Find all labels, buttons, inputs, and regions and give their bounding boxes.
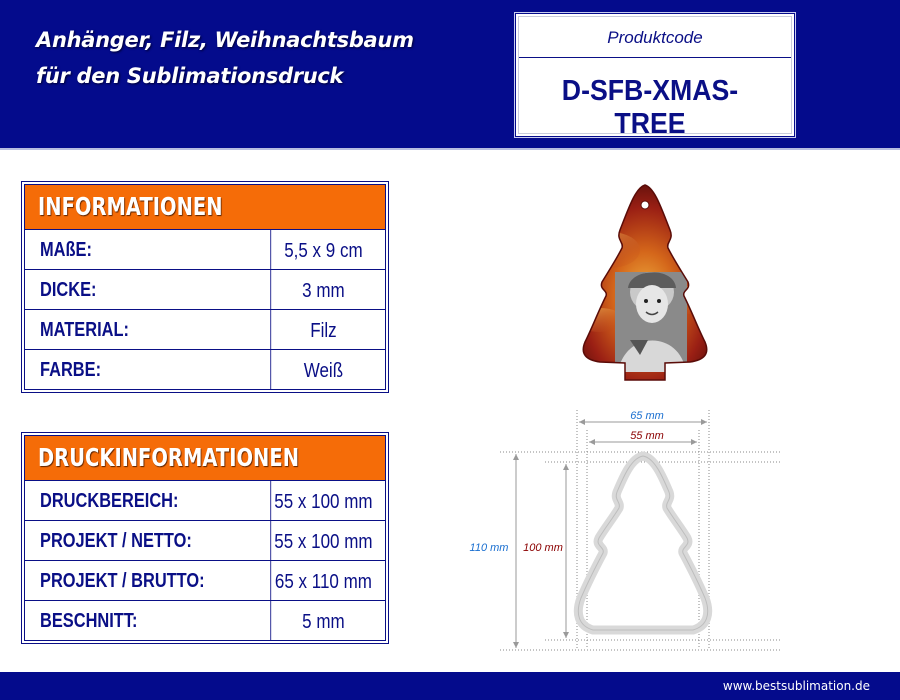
- print-info-table: [21, 432, 389, 644]
- table-row: [25, 521, 385, 561]
- row-value: 55 x 100 mm: [270, 481, 375, 520]
- row-value: Filz: [270, 310, 375, 349]
- table-row: [25, 481, 385, 521]
- product-code-label: Produktcode: [519, 17, 791, 58]
- website-link[interactable]: www.bestsublimation.de: [722, 679, 870, 693]
- product-title-line1: Anhänger, Filz, Weihnachtsbaum: [36, 28, 414, 52]
- row-value: 65 x 110 mm: [270, 561, 375, 600]
- row-value: 5 mm: [270, 601, 375, 640]
- inner-height-label: 100 mm: [523, 542, 563, 554]
- product-title-line2: für den Sublimationsdruck: [36, 64, 344, 88]
- table-row: [25, 601, 385, 640]
- print-table-title: DRUCKINFORMATIONEN: [38, 443, 300, 472]
- table-row: [25, 350, 385, 389]
- info-table-title: INFORMATIONEN: [38, 192, 223, 221]
- product-code-box: [518, 16, 792, 140]
- row-label: DICKE:: [40, 279, 97, 301]
- table-row: [25, 561, 385, 601]
- outer-width-label: 65 mm: [630, 410, 664, 422]
- row-label: BESCHNITT:: [40, 610, 138, 632]
- dimension-diagram: [455, 400, 795, 660]
- row-label: DRUCKBEREICH:: [40, 490, 179, 512]
- row-value: 55 x 100 mm: [270, 521, 375, 560]
- row-value: 3 mm: [270, 270, 375, 309]
- row-value: 5,5 x 9 cm: [270, 230, 375, 269]
- table-row: [25, 270, 385, 310]
- product-photo: [570, 180, 720, 390]
- info-table-header: [25, 185, 385, 230]
- table-row: [25, 230, 385, 270]
- row-label: FARBE:: [40, 359, 102, 381]
- row-label: PROJEKT / BRUTTO:: [40, 570, 205, 592]
- info-table: [21, 181, 389, 393]
- product-code-value: D-SFB-XMAS-TREE: [561, 75, 739, 140]
- print-table-header: [25, 436, 385, 481]
- header-divider: [0, 148, 900, 150]
- footer-bar: [0, 672, 900, 700]
- inner-width-label: 55 mm: [630, 430, 664, 442]
- row-label: MATERIAL:: [40, 319, 129, 341]
- row-value: Weiß: [270, 350, 375, 389]
- row-label: MAßE:: [40, 239, 92, 261]
- outer-height-label: 110 mm: [469, 542, 509, 554]
- table-row: [25, 310, 385, 350]
- header-banner: [0, 0, 900, 148]
- row-label: PROJEKT / NETTO:: [40, 530, 192, 552]
